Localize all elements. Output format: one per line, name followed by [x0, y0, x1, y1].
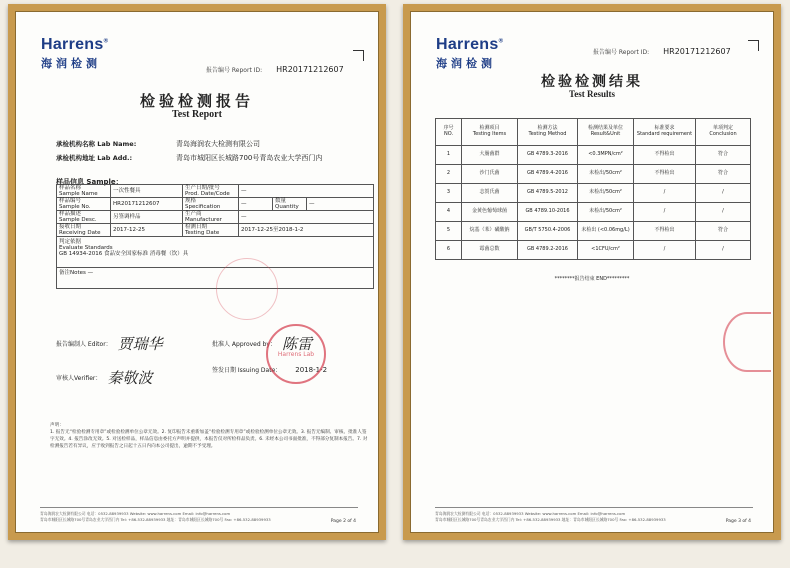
- cell-label-en: Sample Name: [59, 191, 98, 198]
- logo-registered: ®: [103, 38, 109, 45]
- logo-cn-text: 海润检测: [41, 57, 101, 70]
- report-end-text: ********报告结束 END*********: [554, 276, 630, 282]
- verifier-label: 审核人Verifier：: [56, 375, 102, 382]
- result-value: 未检出 (<0.06mg/L): [578, 222, 634, 241]
- standard-requirement: /: [634, 203, 696, 222]
- testing-item: 志贺氏菌: [462, 184, 518, 203]
- column-header: [518, 119, 578, 146]
- cell-label: 样品描述: [59, 211, 82, 218]
- lab-address-value: 青岛市城阳区长城路700号青岛农业大学西门内: [176, 154, 323, 162]
- testing-item: 大肠菌群: [462, 146, 518, 165]
- results-title-cn: 检验检测结果: [541, 74, 643, 90]
- result-value: <1CFU/cm²: [578, 241, 634, 260]
- report-id-label: 报告编号 Report ID:: [593, 49, 650, 56]
- column-header-cn: 检测方法: [537, 125, 558, 132]
- lab-address-row: [56, 153, 323, 162]
- spec-value: —: [239, 198, 273, 211]
- sample-name-value: 一次性餐具: [111, 185, 183, 198]
- standard-requirement: /: [634, 241, 696, 260]
- column-header-en: Conclusion: [709, 131, 737, 137]
- standard-requirement: 不得检出: [634, 146, 696, 165]
- logo-registered: ®: [498, 38, 504, 45]
- testing-date-value: 2017-12-25至2018-1-2: [239, 224, 374, 237]
- row-number: 2: [436, 165, 462, 184]
- cell-label: 备注Notes: [59, 270, 86, 277]
- lab-name-row: [56, 139, 260, 148]
- standard-requirement: 不得检出: [634, 165, 696, 184]
- report-id: [593, 47, 731, 56]
- logo-text: Harrens: [436, 36, 499, 53]
- table-row: [436, 241, 751, 260]
- corner-mark: [353, 50, 364, 61]
- column-header: [462, 119, 518, 146]
- cell-label: 样品编号: [59, 198, 82, 205]
- logo-cn-text: 海润检测: [436, 57, 496, 70]
- column-header-cn: 单项判定: [712, 125, 733, 132]
- logo-text: Harrens: [41, 36, 104, 53]
- testing-item: 沙门氏菌: [462, 165, 518, 184]
- cell-label-en: Prod. Date/Code: [185, 191, 230, 198]
- approver-signature: 陈雷: [281, 335, 312, 353]
- cell-label: 接收日期: [59, 224, 82, 231]
- report-cover-frame: [8, 4, 386, 540]
- table-row: [57, 237, 374, 268]
- faint-seal-stamp: [216, 258, 278, 320]
- cell-label-en: Sample No.: [59, 204, 91, 211]
- editor-signature: 贾瑞华: [117, 335, 163, 353]
- testing-item: 烷基（苯）磺酸钠: [462, 222, 518, 241]
- result-value: <0.3MPN/cm²: [578, 146, 634, 165]
- table-row: [436, 184, 751, 203]
- report-cover-page: [15, 11, 379, 533]
- conclusion: /: [696, 203, 751, 222]
- corner-mark: [748, 40, 759, 51]
- column-header: [436, 119, 462, 146]
- result-value: 未检出/50cm²: [578, 165, 634, 184]
- row-number: 6: [436, 241, 462, 260]
- sample-desc-value: 另签调样品: [111, 211, 183, 224]
- table-row: [57, 268, 374, 289]
- prod-date-value: —: [239, 185, 374, 198]
- cell-label-en: Manufacturer: [185, 217, 222, 224]
- column-header-en: NO.: [443, 131, 454, 137]
- conclusion: /: [696, 184, 751, 203]
- cell-label-en: Evaluate Standards: [59, 245, 113, 252]
- lab-name-value: 青岛海润农大检测有限公司: [176, 140, 260, 148]
- notes-value: —: [87, 270, 94, 277]
- column-header-cn: 检测结果及单位: [587, 125, 623, 132]
- column-header-cn: 序号: [443, 125, 454, 132]
- page-footer: [40, 507, 358, 523]
- column-header: [696, 119, 751, 146]
- results-title-en: Test Results: [569, 89, 615, 99]
- cell-label-en: Receiving Date: [59, 230, 101, 237]
- conclusion: 符合: [696, 165, 751, 184]
- conclusion: /: [696, 241, 751, 260]
- footer-line-2: 青岛市城阳区长城路700号青岛农业大学西门内 Tel: +86-532-88939933 地址：青岛市城阳区长城路700号 Fax: +86-532-88939933: [435, 517, 666, 522]
- table-row: [436, 222, 751, 241]
- table-row: [436, 165, 751, 184]
- lab-seal-stamp: [266, 324, 326, 384]
- page-footer: [435, 507, 753, 523]
- cell-label: 样品名称: [59, 185, 82, 191]
- lab-seal-stamp-partial: [723, 312, 771, 372]
- report-id-label: 报告编号 Report ID:: [206, 67, 263, 74]
- sample-info-table: [56, 184, 374, 289]
- row-number: 5: [436, 222, 462, 241]
- notes-body: 1. 报告无“检验检测专用章”或检验检测单位公章无效。2. 复印报告未重新加盖“检验检测专用章”或检验检测单位公章无效。3. 报告无编制、审核、批准人签字无效。4. 报告涂改无效。5. 对送检样品，样品信息由委托方声明并提供，本报告仅对所检样品负责。6. 未经本公司书面批准，不得部分复制本报告。7. 对检测报告若有异议，应于收到报告之日起十五日内向本公司提出，逾期不予受理。: [50, 430, 368, 449]
- page-number: Page 2 of 4: [330, 519, 356, 524]
- row-number: 1: [436, 146, 462, 165]
- cell-label: 生产日期/批号: [185, 185, 220, 191]
- table-row: [57, 211, 374, 224]
- test-results-table: [435, 118, 751, 260]
- page-number: Page 3 of 4: [725, 519, 751, 524]
- cell-label: 生产商: [185, 211, 202, 218]
- standard-requirement: /: [634, 184, 696, 203]
- issue-date-label: 签发日期 Issuing Date：: [212, 367, 282, 374]
- editor-signature-row: [56, 330, 163, 351]
- test-results-page: [410, 11, 774, 533]
- testing-method: GB 4789.3-2016: [518, 146, 578, 165]
- verifier-signature: 秦敬波: [107, 369, 153, 387]
- manufacturer-value: —: [239, 211, 374, 224]
- standard-value: GB 14934-2016 食品安全国家标准 消毒餐（饮）具: [59, 251, 189, 258]
- test-results-frame: [403, 4, 781, 540]
- testing-item: 霉菌总数: [462, 241, 518, 260]
- table-header-row: [436, 119, 751, 146]
- column-header-en: Testing Method: [528, 131, 567, 137]
- testing-method: GB 4789.4-2016: [518, 165, 578, 184]
- testing-method: GB 4789.2-2016: [518, 241, 578, 260]
- row-number: 4: [436, 203, 462, 222]
- cell-label: 数量: [275, 198, 287, 205]
- report-id-value: HR20171212607: [663, 47, 731, 56]
- harrens-logo: [41, 36, 108, 71]
- table-row: [57, 198, 374, 211]
- report-id: [206, 65, 344, 74]
- column-header: [634, 119, 696, 146]
- stamp-text: Harrens Lab: [277, 350, 315, 358]
- result-value: 未检出/50cm²: [578, 203, 634, 222]
- row-number: 3: [436, 184, 462, 203]
- cell-label-en: Sample Desc.: [59, 217, 97, 224]
- column-header-cn: 检测项目: [479, 125, 500, 132]
- lab-name-label: 承检机构名称 Lab Name:: [56, 140, 137, 148]
- column-header-en: Result&Unit: [590, 131, 621, 137]
- table-row: [436, 203, 751, 222]
- editor-label: 报告编制人 Editor：: [56, 341, 112, 348]
- approver-label: 批准人 Approved by：: [212, 341, 276, 348]
- conclusion: 符合: [696, 146, 751, 165]
- cell-label: 判定依据: [59, 239, 82, 246]
- result-value: 未检出/50cm²: [578, 184, 634, 203]
- footer-line-1: 青岛海润农大检测有限公司 电话：0532-88939933 Website: www.harrens.com Email: info@harrens.com: [40, 511, 231, 516]
- sample-info-label: 样品信息 Sample：: [56, 178, 123, 186]
- footer-line-1: 青岛海润农大检测有限公司 电话：0532-88939933 Website: www.harrens.com Email: info@harrens.com: [435, 511, 626, 516]
- report-id-value: HR20171212607: [276, 65, 344, 74]
- column-header-cn: 标准要求: [654, 125, 675, 132]
- lab-address-label: 承检机构地址 Lab Add.:: [56, 154, 133, 162]
- column-header-en: Standard requirement: [636, 131, 693, 137]
- report-title-en: Test Report: [172, 109, 222, 120]
- cell-label: 检测日期: [185, 224, 208, 231]
- testing-method: GB/T 5750.4-2006: [518, 222, 578, 241]
- issue-date-value: 2018-1-2: [295, 366, 328, 374]
- verifier-signature-row: [56, 364, 152, 385]
- cell-label-en: Quantity: [275, 204, 299, 211]
- quantity-value: —: [307, 198, 374, 211]
- sample-no-value: HR20171212607: [111, 198, 183, 211]
- table-row: [57, 185, 374, 198]
- column-header-en: Testing Items: [472, 131, 507, 137]
- cell-label-en: Specification: [185, 204, 221, 211]
- testing-method: GB 4789.5-2012: [518, 184, 578, 203]
- cell-label: 规格: [185, 198, 197, 205]
- standard-requirement: 不得检出: [634, 222, 696, 241]
- table-row: [57, 224, 374, 237]
- testing-method: GB 4789.10-2016: [518, 203, 578, 222]
- report-title-cn: 检验检测报告: [139, 92, 254, 110]
- notes-title: 声明：: [50, 423, 64, 428]
- column-header: [578, 119, 634, 146]
- statement-notes: [50, 422, 368, 450]
- testing-item: 金黄色葡萄球菌: [462, 203, 518, 222]
- conclusion: 符合: [696, 222, 751, 241]
- footer-line-2: 青岛市城阳区长城路700号青岛农业大学西门内 Tel: +86-532-88939933 地址：青岛市城阳区长城路700号 Fax: +86-532-88939933: [40, 517, 271, 522]
- harrens-logo: [436, 36, 503, 71]
- receiving-date-value: 2017-12-25: [111, 224, 183, 237]
- table-row: [436, 146, 751, 165]
- cell-label-en: Testing Date: [185, 230, 220, 237]
